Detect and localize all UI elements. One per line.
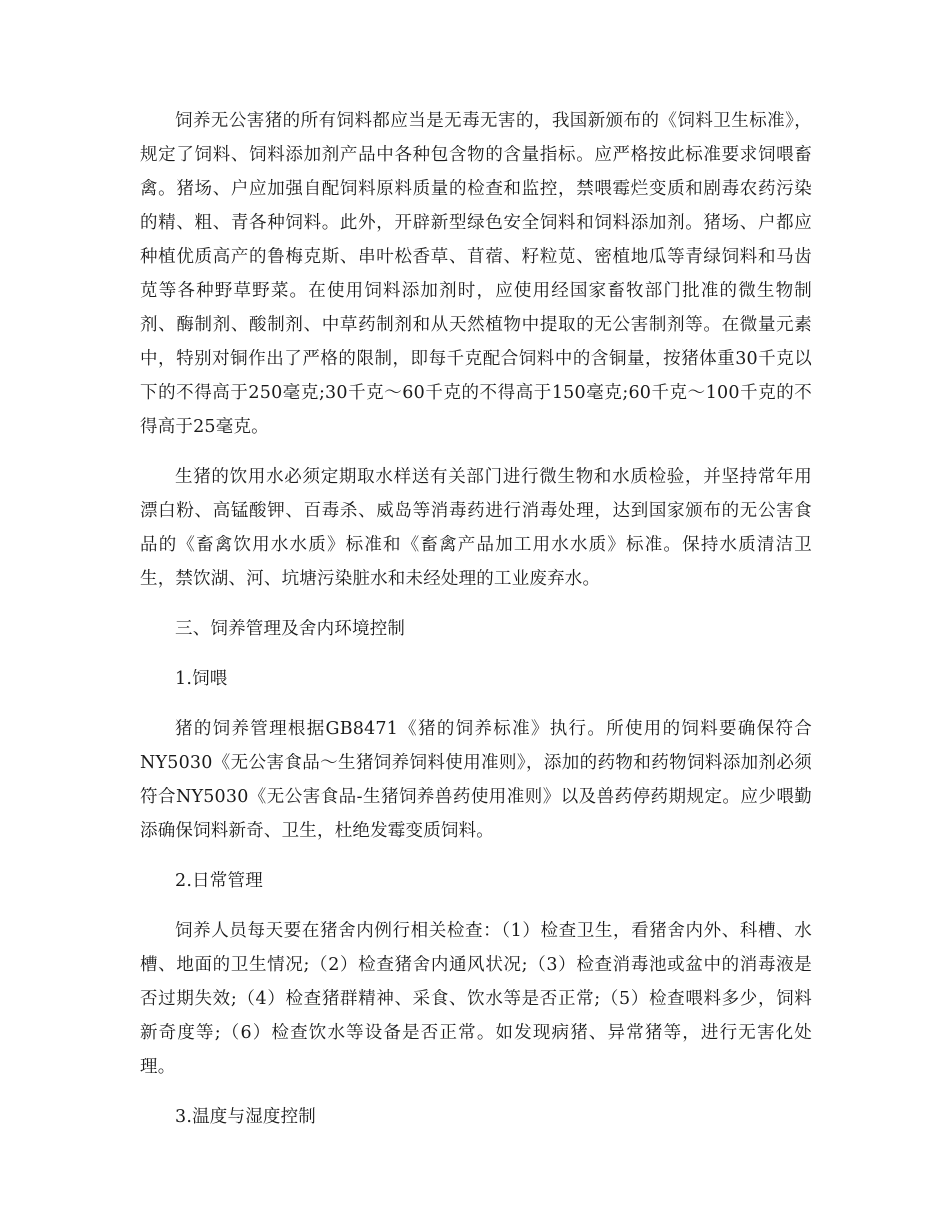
paragraph-feed-safety: 饲养无公害猪的所有饲料都应当是无毒无害的，我国新颁布的《饲料卫生标准》，规定了饲料、饲料添加剂产品中各种包含物的含量指标。应严格按此标准要求饲喂畜禽。猪场、户应加强自配饲料原料质量的检查和监控，禁喂霉烂变质和剧毒农药污染的精、粗、青各种饲料。此外，开辟新型绿色安全饲料和饲料添加剂。猪场、户都应种植优质高产的鲁梅克斯、串叶松香草、苜蓿、籽粒苋、密植地瓜等青绿饲料和马齿苋等各种野草野菜。在使用饲料添加剂时，应使用经国家畜牧部门批准的微生物制剂、酶制剂、酸制剂、中草药制剂和从天然植物中提取的无公害制剂等。在微量元素中，特别对铜作出了严格的限制，即每千克配合饲料中的含铜量，按猪体重30千克以下的不得高于250毫克;30千克～60千克的不得高于150毫克;60千克～100千克的不得高于25毫克。 bbox=[140, 111, 812, 437]
paragraph-feeding-standards: 猪的饲养管理根据GB8471《猪的饲养标准》执行。所使用的饲料要确保符合NY5030《无公害食品～生猪饲养饲料使用准则》，添加的药物和药物饲料添加剂必须符合NY5030《无公害食品-生猪饲养兽药使用准则》以及兽药停药期规定。应少喂勤添确保饲料新奇、卫生，杜绝发霉变质饲料。 bbox=[140, 719, 812, 841]
paragraph-daily-checks: 饲养人员每天要在猪舍内例行相关检查：（1）检查卫生，看猪舍内外、科槽、水槽、地面的卫生情况;（2）检查猪舍内通风状况;（3）检查消毒池或盆中的消毒液是否过期失效;（4）检查猪群精神、采食、饮水等是否正常;（5）检查喂料多少，饲料新奇度等;（6）检查饮水等设备是否正常。如发现病猪、异常猪等，进行无害化处理。 bbox=[140, 921, 812, 1077]
subheading-temperature-humidity: 3.温度与湿度控制 bbox=[175, 1107, 316, 1127]
paragraph-drinking-water: 生猪的饮用水必须定期取水样送有关部门进行微生物和水质检验，并坚持常年用漂白粉、高锰酸钾、百毒杀、威岛等消毒药进行消毒处理，达到国家颁布的无公害食品的《畜禽饮用水水质》标准和《畜禽产品加工用水水质》标准。保持水质清洁卫生，禁饮湖、河、坑塘污染脏水和未经处理的工业废弃水。 bbox=[140, 467, 812, 589]
document-body bbox=[140, 104, 812, 1150]
subheading-daily-management: 2.日常管理 bbox=[175, 871, 263, 891]
section-heading-feeding-management: 三、饲养管理及舍内环境控制 bbox=[175, 619, 406, 639]
subheading-feeding: 1.饲喂 bbox=[175, 669, 228, 689]
